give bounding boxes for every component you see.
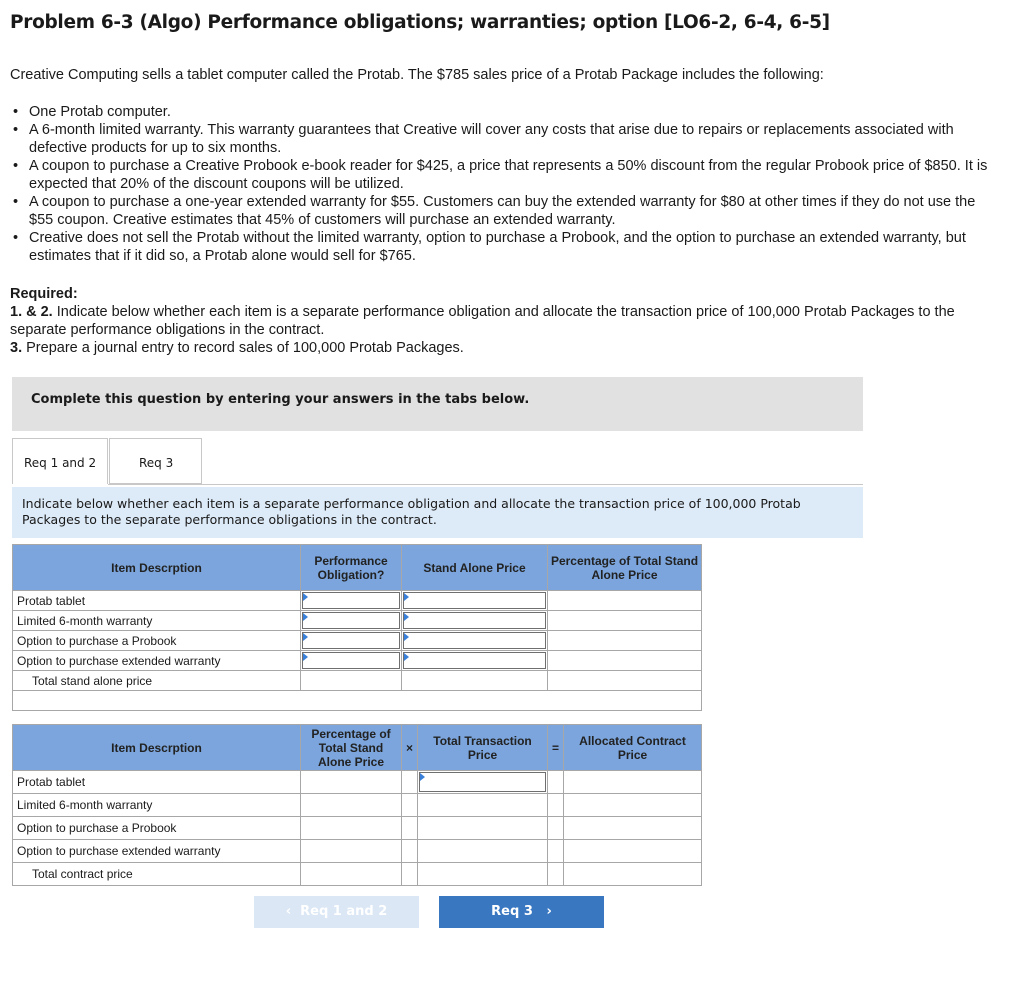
stand-alone-price-input[interactable]	[402, 631, 548, 651]
row-label: Limited 6-month warranty	[13, 794, 301, 817]
total-percentage-cell	[301, 863, 402, 886]
row-label: Option to purchase extended warranty	[13, 840, 301, 863]
banner-text: Complete this question by entering your answers in the tabs below.	[31, 392, 530, 407]
dropdown-marker-icon	[303, 613, 308, 621]
input-marker-icon	[420, 773, 425, 781]
bullet-item: • A coupon to purchase a Creative Probook e-book reader for $425, a price that represents a 50% discount from the regular Probook price of $850. It is expected that 20% of the discount coupons will be utilized.	[29, 157, 989, 193]
bullet-item: • One Protab computer.	[29, 103, 989, 121]
operator-cell	[402, 817, 418, 840]
total-percentage-cell	[548, 671, 702, 691]
col-header-percentage: Percentage of Total Stand Alone Price	[301, 725, 402, 771]
dropdown-marker-icon	[303, 593, 308, 601]
req1-number: 1. & 2.	[10, 304, 53, 320]
prev-button-label: Req 1 and 2	[300, 904, 388, 919]
tab-label: Req 1 and 2	[24, 456, 97, 470]
next-button-label: Req 3	[491, 904, 533, 919]
total-row-label: Total stand alone price	[13, 671, 301, 691]
req3-text: Prepare a journal entry to record sales of 100,000 Protab Packages.	[26, 340, 464, 356]
col-header-allocated-price: Allocated Contract Price	[564, 725, 702, 771]
problem-title: Problem 6-3 (Algo) Performance obligations; warranties; option [LO6-2, 6-4, 6-5]	[10, 12, 830, 33]
operator-cell	[402, 794, 418, 817]
input-marker-icon	[404, 593, 409, 601]
allocated-price-cell	[564, 840, 702, 863]
operator-cell	[548, 771, 564, 794]
stand-alone-price-input[interactable]	[402, 651, 548, 671]
problem-bullets	[10, 103, 989, 265]
percentage-cell	[301, 817, 402, 840]
operator-cell	[548, 817, 564, 840]
operator-cell	[548, 794, 564, 817]
obligation-select[interactable]	[301, 631, 402, 651]
req1-text: Indicate below whether each item is a separate performance obligation and allocate the transaction price of 100,000 Protab Packages to the separate performance obligations in the contract.	[10, 304, 955, 338]
tab-req-3[interactable]	[109, 438, 202, 484]
row-label: Limited 6-month warranty	[13, 611, 301, 631]
transaction-price-cell	[418, 794, 548, 817]
col-header-transaction-price: Total Transaction Price	[418, 725, 548, 771]
transaction-price-cell	[418, 817, 548, 840]
operator-cell	[402, 863, 418, 886]
allocated-price-cell	[564, 817, 702, 840]
total-allocated-cell	[564, 863, 702, 886]
transaction-price-input[interactable]	[418, 771, 548, 794]
obligation-select[interactable]	[301, 591, 402, 611]
allocated-price-cell	[564, 794, 702, 817]
col-header-item: Item Descrption	[13, 725, 301, 771]
percentage-cell	[548, 591, 702, 611]
dropdown-marker-icon	[303, 653, 308, 661]
tab-instruction	[12, 487, 863, 538]
percentage-cell	[548, 631, 702, 651]
percentage-cell	[301, 794, 402, 817]
input-marker-icon	[404, 613, 409, 621]
bullet-item: • A coupon to purchase a one-year extended warranty for $55. Customers can buy the extended warranty for $80 at other times if they do not use the $55 coupon. Creative estimates that 45% of customers will purchase an extended warranty.	[29, 193, 989, 229]
percentage-cell	[301, 840, 402, 863]
dropdown-marker-icon	[303, 633, 308, 641]
req3-number: 3.	[10, 340, 23, 356]
chevron-right-icon: ›	[546, 904, 552, 919]
prev-req-button[interactable]	[254, 896, 419, 928]
col-header-obligation: Performance Obligation?	[301, 545, 402, 591]
instruction-banner	[12, 377, 863, 431]
times-symbol: ×	[402, 725, 418, 771]
percentage-cell	[301, 771, 402, 794]
stand-alone-price-input[interactable]	[402, 611, 548, 631]
operator-cell	[402, 771, 418, 794]
bullet-item: • Creative does not sell the Protab without the limited warranty, option to purchase a Probook, and the option to purchase an extended warranty, but estimates that if it did so, a Protab alone would sell for $765.	[29, 229, 989, 265]
chevron-left-icon: ‹	[285, 904, 292, 919]
obligation-select[interactable]	[301, 651, 402, 671]
tab-label: Req 3	[139, 456, 174, 470]
stand-alone-price-table	[12, 544, 702, 711]
empty-cell	[301, 671, 402, 691]
col-header-stand-alone-price: Stand Alone Price	[402, 545, 548, 591]
obligation-select[interactable]	[301, 611, 402, 631]
bullet-item: • A 6-month limited warranty. This warranty guarantees that Creative will cover any costs that arise due to repairs or replacements associated with defective products for up to six months.	[29, 121, 989, 157]
equals-symbol: =	[548, 725, 564, 771]
operator-cell	[548, 840, 564, 863]
row-label: Option to purchase extended warranty	[13, 651, 301, 671]
operator-cell	[548, 863, 564, 886]
tab-req-1-and-2[interactable]	[12, 438, 108, 484]
instruction-text: Indicate below whether each item is a separate performance obligation and allocate the transaction price of 100,000 Protab Packages to the separate performance obligations in the contract.	[22, 496, 801, 527]
stand-alone-price-input[interactable]	[402, 591, 548, 611]
total-row-label: Total contract price	[13, 863, 301, 886]
total-transaction-cell	[418, 863, 548, 886]
table-spacer	[13, 691, 702, 711]
required-heading: Required:	[10, 286, 78, 302]
allocated-price-cell	[564, 771, 702, 794]
row-label: Protab tablet	[13, 771, 301, 794]
tab-divider	[108, 484, 863, 485]
input-marker-icon	[404, 653, 409, 661]
row-label: Protab tablet	[13, 591, 301, 611]
input-marker-icon	[404, 633, 409, 641]
percentage-cell	[548, 611, 702, 631]
transaction-price-cell	[418, 840, 548, 863]
col-header-percentage: Percentage of Total Stand Alone Price	[548, 545, 702, 591]
row-label: Option to purchase a Probook	[13, 817, 301, 840]
problem-intro: Creative Computing sells a tablet computer called the Protab. The $785 sales price of a Protab Package includes the following:	[10, 67, 824, 83]
next-req-button[interactable]	[439, 896, 604, 928]
row-label: Option to purchase a Probook	[13, 631, 301, 651]
percentage-cell	[548, 651, 702, 671]
operator-cell	[402, 840, 418, 863]
total-stand-alone-cell	[402, 671, 548, 691]
col-header-item: Item Descrption	[13, 545, 301, 591]
required-section	[10, 285, 970, 357]
allocation-table	[12, 724, 702, 886]
